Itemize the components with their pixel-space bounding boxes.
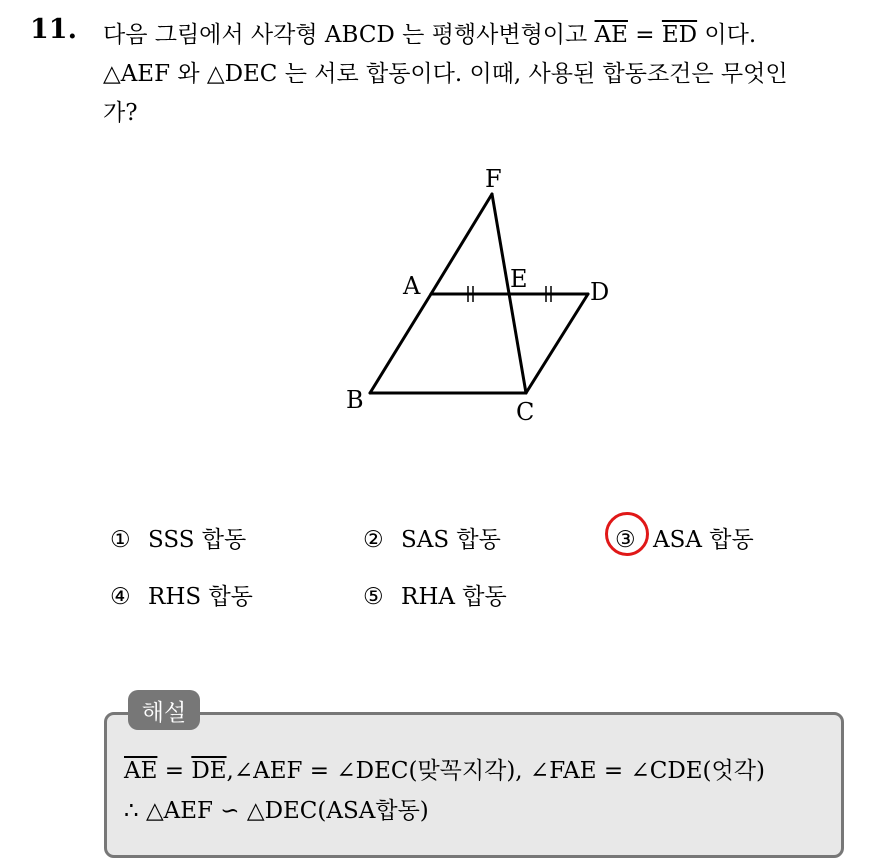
segment-af (431, 194, 492, 294)
choice-text: RHA 합동 (401, 584, 507, 610)
segment-ae: $\overline{AE}$ (124, 758, 158, 784)
choice-number: ⑤ (363, 584, 384, 610)
choice-text: ASA 합동 (653, 527, 754, 553)
choice-number: ① (110, 527, 131, 553)
question-text-1b: 이다. (697, 22, 757, 48)
choice-4[interactable] (110, 578, 253, 611)
solution-line-2: ∴ △AEF ∽ △DEC(ASA합동) (124, 798, 429, 824)
choice-text: SAS 합동 (401, 527, 501, 553)
label-c: C (516, 398, 535, 426)
question-line-3: 가? (103, 100, 138, 126)
label-a: A (403, 272, 421, 300)
choice-3[interactable] (615, 521, 754, 554)
choice-2[interactable] (363, 521, 501, 554)
equals-sign: = (627, 22, 662, 48)
geometry-diagram (330, 150, 630, 440)
segment-de: $\overline{DE}$ (191, 758, 227, 784)
question-line-1 (103, 16, 756, 49)
parallelogram-figure (330, 150, 630, 440)
choice-number: ② (363, 527, 384, 553)
label-b: B (346, 386, 364, 414)
label-d: D (590, 278, 610, 306)
choice-number: ③ (615, 527, 636, 553)
solution-box (104, 712, 844, 858)
question-number: 11. (30, 14, 77, 45)
equals-sign: = (157, 758, 192, 784)
choice-text: SSS 합동 (148, 527, 247, 553)
segment-ed: $\overline{ED}$ (661, 22, 698, 48)
segment-dc (526, 294, 588, 393)
solution-tab: 해설 (128, 690, 200, 730)
question-line-2: △AEF 와 △DEC 는 서로 합동이다. 이때, 사용된 합동조건은 무엇인 (103, 61, 788, 87)
choice-1[interactable] (110, 521, 246, 554)
solution-text-1: ,∠AEF = ∠DEC(맞꼭지각), ∠FAE = ∠CDE(엇각) (226, 758, 765, 784)
solution-line-1 (124, 752, 765, 785)
choice-number: ④ (110, 584, 131, 610)
choice-5[interactable] (363, 578, 507, 611)
choice-text: RHS 합동 (148, 584, 253, 610)
segment-ba (370, 294, 431, 393)
segment-ae: $\overline{AE}$ (594, 22, 628, 48)
label-f: F (485, 165, 502, 193)
question-text-1a: 다음 그림에서 사각형 ABCD 는 평행사변형이고 (103, 22, 595, 48)
label-e: E (510, 265, 528, 293)
